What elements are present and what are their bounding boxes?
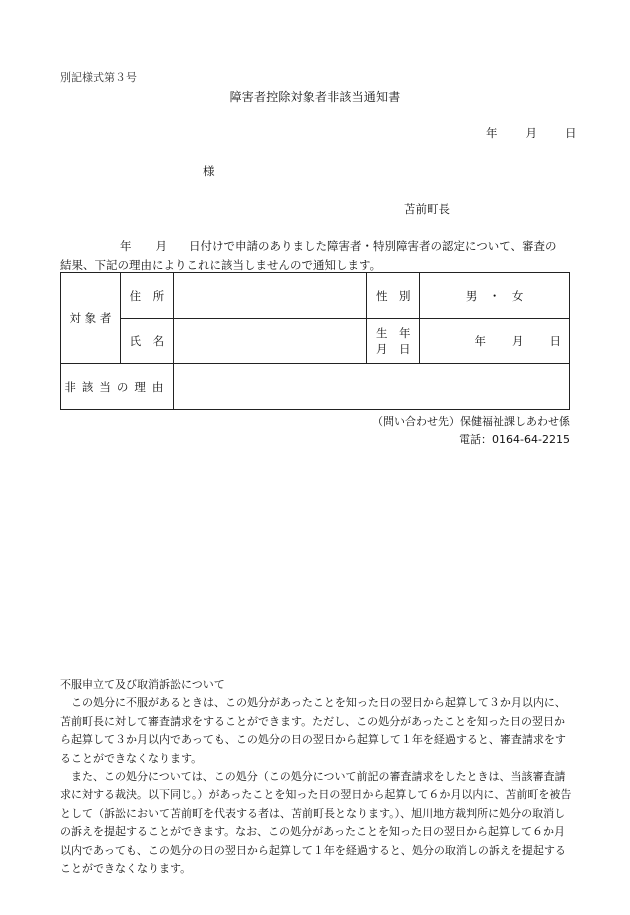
notice-body-line-2: 結果、下記の理由によりこれに該当しませんので通知します。 bbox=[60, 258, 382, 272]
issue-date-day: 日 bbox=[565, 126, 577, 140]
issuer-name: 苫前町長 bbox=[404, 202, 450, 216]
name-label: 氏 名 bbox=[120, 319, 173, 364]
notice-body bbox=[60, 237, 572, 275]
notice-text-1: 日付けで申請のありました障害者・特別障害者の認定について、審査の bbox=[189, 239, 557, 253]
inquiry-contact: （問い合わせ先）保健福祉課しあわせ係 bbox=[372, 415, 570, 428]
sex-options[interactable]: 男 ・ 女 bbox=[420, 273, 570, 319]
document-title: 障害者控除対象者非該当通知書 bbox=[229, 90, 401, 104]
sex-label: 性 別 bbox=[367, 273, 420, 319]
appeal-heading: 不服申立て及び取消訴訟について bbox=[60, 678, 225, 691]
phone-number: 電話：0164-64-2215 bbox=[459, 433, 570, 446]
address-label: 住 所 bbox=[120, 273, 173, 319]
appeal-paragraph-2: また、この処分については、この処分（この処分について前記の審査請求をしたときは、当該審査請求に対する裁決。以下同じ。）があったことを知った日の翌日から起算して６か月以内に、苫前町を被告として（訴訟において苫前町を代表する者は、苫前町長となります。）、旭川地方裁判所に処分の取消しの訴えを提起することができます。なお、この処分があったことを知った日の翌日から起算して６か月以内であっても、この処分の日の翌日から起算して１年を経過すると、処分の取消しの訴えを提起することができなくなります。 bbox=[60, 770, 572, 876]
birth-date-label-line-1: 生 年 bbox=[376, 326, 411, 340]
birth-year: 年 bbox=[474, 334, 486, 348]
birth-month: 月 bbox=[512, 334, 524, 348]
birth-date-label bbox=[367, 319, 420, 364]
appeal-paragraph-1: この処分に不服があるときは、この処分があったことを知った日の翌日から起算して３か月以内に、苫前町長に対して審査請求をすることができます。ただし、この処分があったことを知った日の翌日から起算して３か月以内であっても、この処分の日の翌日から起算して１年を経過すると、審査請求をすることができなくなります。 bbox=[60, 696, 566, 765]
address-field[interactable] bbox=[173, 273, 367, 319]
subject-table bbox=[60, 272, 570, 410]
reason-field[interactable] bbox=[173, 364, 569, 410]
addressee-suffix: 様 bbox=[203, 164, 215, 178]
reason-label: 非該当の理由 bbox=[61, 364, 174, 410]
name-field[interactable] bbox=[173, 319, 367, 364]
birth-day: 日 bbox=[549, 334, 561, 348]
form-number: 別記様式第３号 bbox=[60, 71, 137, 84]
issue-date-year: 年 bbox=[486, 126, 498, 140]
birth-date-field[interactable] bbox=[420, 319, 570, 364]
application-date-year: 年 bbox=[120, 239, 132, 253]
issue-date-month: 月 bbox=[525, 126, 537, 140]
application-date-month: 月 bbox=[155, 239, 167, 253]
notice-body-line-1 bbox=[60, 237, 572, 256]
issue-date bbox=[486, 125, 577, 141]
birth-date-label-line-2: 月 日 bbox=[376, 342, 411, 356]
appeal-section bbox=[60, 676, 574, 878]
subject-label: 対 象 者 bbox=[61, 273, 121, 364]
